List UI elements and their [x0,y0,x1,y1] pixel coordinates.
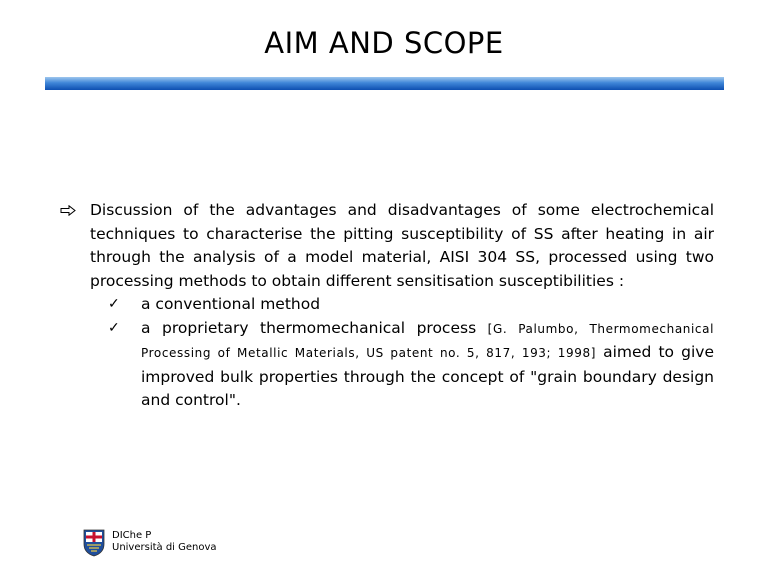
footer-university: Università di Genova [112,542,217,553]
title-underline-bar [45,77,724,90]
arrow-bullet-icon [60,205,76,216]
slide-content [60,199,714,413]
checkmark-icon: ✓ [108,319,120,336]
slide-title: AIM AND SCOPE [264,26,504,60]
university-crest-logo [83,529,105,557]
checkmark-icon: ✓ [108,296,120,312]
sub-item-text-after: aimed to give improved bulk properties through the concept of "grain boundary design and control". [141,343,714,409]
patent-citation: [G. Palumbo, Thermomechanical Processing of Metallic Materials, US patent no. 5, 817, 193; 1998] [141,321,715,360]
bullet-text: Discussion of the advantages and disadvantages of some electrochemical techniques to characterise the pitting susceptibility of SS after heating in air through the analysis of a model material, AISI 304 SS, processed using two processing methods to obtain different sensitisation susceptibilities : [90,201,714,290]
sub-item-proprietary [60,317,714,413]
footer-department: DIChe P [112,530,152,541]
sub-item-conventional [60,293,714,317]
bullet-item [60,199,714,293]
footer-text [112,530,217,554]
sub-item-text-before: a proprietary thermomechanical process [141,318,488,337]
sub-item-text: a conventional method [141,295,321,313]
